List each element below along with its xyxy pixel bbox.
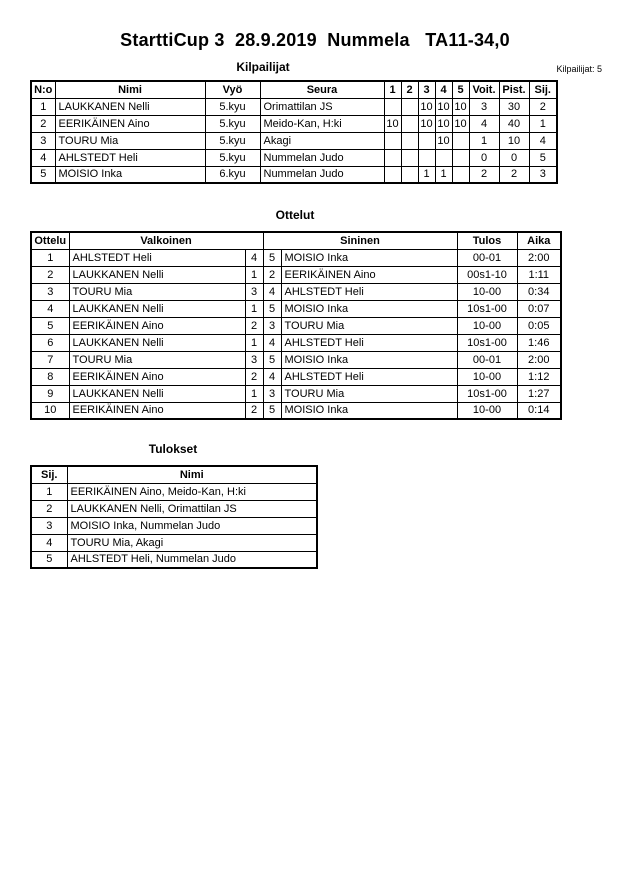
- competitor-belt: 5.kyu: [205, 98, 260, 115]
- match-row: [31, 317, 561, 334]
- blue-player-name: MOISIO Inka: [281, 402, 457, 419]
- matches-header-row: [31, 232, 561, 249]
- result-row: [31, 517, 317, 534]
- match-time: 1:12: [517, 368, 561, 385]
- header-final-place: Sij.: [31, 466, 67, 483]
- white-player-number: 2: [245, 317, 263, 334]
- match-row: [31, 385, 561, 402]
- score-vs-3: 10: [418, 115, 435, 132]
- competitor-place: 1: [529, 115, 557, 132]
- match-result: 10-00: [457, 402, 517, 419]
- competitor-club: Orimattilan JS: [260, 98, 384, 115]
- page-title: StarttiCup 3 28.9.2019 Nummela TA11-34,0: [120, 30, 510, 50]
- competitor-name: EERIKÄINEN Aino: [55, 115, 205, 132]
- competitor-belt: 5.kyu: [205, 149, 260, 166]
- header-round-2: 2: [401, 81, 418, 98]
- match-row: [31, 402, 561, 419]
- match-number: 7: [31, 351, 69, 368]
- match-time: 1:46: [517, 334, 561, 351]
- section-title-competitors: Kilpailijat: [236, 60, 290, 74]
- score-vs-1: [384, 166, 401, 183]
- match-number: 10: [31, 402, 69, 419]
- blue-player-name: MOISIO Inka: [281, 249, 457, 266]
- competitor-club: Meido-Kan, H:ki: [260, 115, 384, 132]
- blue-player-name: TOURU Mia: [281, 385, 457, 402]
- white-player-number: 4: [245, 249, 263, 266]
- header-round-3: 3: [418, 81, 435, 98]
- competitor-name: MOISIO Inka: [55, 166, 205, 183]
- final-place: 5: [31, 551, 67, 568]
- competitor-points: 30: [499, 98, 529, 115]
- competitor-belt: 5.kyu: [205, 132, 260, 149]
- match-time: 2:00: [517, 351, 561, 368]
- match-result: 10-00: [457, 283, 517, 300]
- blue-player-number: 2: [263, 266, 281, 283]
- match-result: 10-00: [457, 317, 517, 334]
- competitor-points: 2: [499, 166, 529, 183]
- white-player-name: LAUKKANEN Nelli: [69, 266, 245, 283]
- blue-player-number: 4: [263, 368, 281, 385]
- white-player-name: AHLSTEDT Heli: [69, 249, 245, 266]
- subtitle-row: [0, 60, 630, 77]
- white-player-name: LAUKKANEN Nelli: [69, 334, 245, 351]
- match-row: [31, 266, 561, 283]
- match-number: 2: [31, 266, 69, 283]
- header-belt: Vyö: [205, 81, 260, 98]
- competitor-club: Nummelan Judo: [260, 166, 384, 183]
- matches-table: [30, 231, 562, 420]
- score-vs-1: [384, 149, 401, 166]
- competitor-wins: 2: [469, 166, 499, 183]
- header-white: Valkoinen: [69, 232, 263, 249]
- white-player-name: TOURU Mia: [69, 351, 245, 368]
- final-name: AHLSTEDT Heli, Nummelan Judo: [67, 551, 317, 568]
- header-club: Seura: [260, 81, 384, 98]
- competitors-header-row: [31, 81, 557, 98]
- blue-player-name: AHLSTEDT Heli: [281, 283, 457, 300]
- white-player-number: 1: [245, 385, 263, 402]
- header-final-name: Nimi: [67, 466, 317, 483]
- white-player-name: EERIKÄINEN Aino: [69, 317, 245, 334]
- header-points: Pist.: [499, 81, 529, 98]
- competitor-points: 0: [499, 149, 529, 166]
- header-round-1: 1: [384, 81, 401, 98]
- match-number: 3: [31, 283, 69, 300]
- match-number: 1: [31, 249, 69, 266]
- match-number: 8: [31, 368, 69, 385]
- results-table: [30, 465, 318, 569]
- competitor-row: [31, 149, 557, 166]
- final-place: 2: [31, 500, 67, 517]
- score-vs-3: 1: [418, 166, 435, 183]
- competitor-place: 2: [529, 98, 557, 115]
- white-player-number: 3: [245, 351, 263, 368]
- header-number: N:o: [31, 81, 55, 98]
- blue-player-name: MOISIO Inka: [281, 300, 457, 317]
- score-vs-4: 10: [435, 132, 452, 149]
- final-place: 4: [31, 534, 67, 551]
- header-name: Nimi: [55, 81, 205, 98]
- white-player-number: 2: [245, 368, 263, 385]
- score-vs-4: [435, 149, 452, 166]
- competitor-place: 5: [529, 149, 557, 166]
- blue-player-name: AHLSTEDT Heli: [281, 334, 457, 351]
- white-player-name: LAUKKANEN Nelli: [69, 300, 245, 317]
- score-vs-2: [401, 98, 418, 115]
- competitor-belt: 6.kyu: [205, 166, 260, 183]
- competitor-row: [31, 132, 557, 149]
- competitor-points: 10: [499, 132, 529, 149]
- final-place: 3: [31, 517, 67, 534]
- competitor-name: AHLSTEDT Heli: [55, 149, 205, 166]
- blue-player-number: 5: [263, 300, 281, 317]
- blue-player-number: 3: [263, 317, 281, 334]
- competitor-number: 4: [31, 149, 55, 166]
- competitor-wins: 0: [469, 149, 499, 166]
- score-vs-5: [452, 149, 469, 166]
- match-number: 6: [31, 334, 69, 351]
- section-title-results: Tulokset: [148, 442, 198, 456]
- blue-player-name: TOURU Mia: [281, 317, 457, 334]
- competitor-number: 2: [31, 115, 55, 132]
- final-name: TOURU Mia, Akagi: [67, 534, 317, 551]
- score-vs-1: [384, 132, 401, 149]
- blue-player-number: 4: [263, 334, 281, 351]
- score-vs-2: [401, 132, 418, 149]
- score-vs-4: 10: [435, 98, 452, 115]
- score-vs-2: [401, 115, 418, 132]
- final-name: LAUKKANEN Nelli, Orimattilan JS: [67, 500, 317, 517]
- final-name: MOISIO Inka, Nummelan Judo: [67, 517, 317, 534]
- score-vs-3: [418, 132, 435, 149]
- competitor-club: Nummelan Judo: [260, 149, 384, 166]
- score-vs-4: 1: [435, 166, 452, 183]
- score-vs-5: [452, 166, 469, 183]
- match-result: 10s1-00: [457, 300, 517, 317]
- score-vs-1: 10: [384, 115, 401, 132]
- competitor-number: 1: [31, 98, 55, 115]
- competitors-table: [30, 80, 558, 184]
- white-player-number: 1: [245, 334, 263, 351]
- match-time: 0:34: [517, 283, 561, 300]
- competitor-wins: 3: [469, 98, 499, 115]
- match-result: 00-01: [457, 249, 517, 266]
- white-player-name: EERIKÄINEN Aino: [69, 368, 245, 385]
- competitor-name: TOURU Mia: [55, 132, 205, 149]
- competitor-row: [31, 98, 557, 115]
- score-vs-1: [384, 98, 401, 115]
- match-result: 10s1-00: [457, 385, 517, 402]
- match-time: 2:00: [517, 249, 561, 266]
- match-time: 0:14: [517, 402, 561, 419]
- competitor-wins: 4: [469, 115, 499, 132]
- header-wins: Voit.: [469, 81, 499, 98]
- header-blue: Sininen: [263, 232, 457, 249]
- score-vs-5: 10: [452, 98, 469, 115]
- match-row: [31, 300, 561, 317]
- competitor-number: 3: [31, 132, 55, 149]
- white-player-number: 1: [245, 266, 263, 283]
- header-round-4: 4: [435, 81, 452, 98]
- score-vs-3: [418, 149, 435, 166]
- match-row: [31, 283, 561, 300]
- white-player-name: EERIKÄINEN Aino: [69, 402, 245, 419]
- blue-player-name: MOISIO Inka: [281, 351, 457, 368]
- match-row: [31, 351, 561, 368]
- header-place: Sij.: [529, 81, 557, 98]
- competitor-row: [31, 115, 557, 132]
- match-row: [31, 249, 561, 266]
- blue-player-number: 5: [263, 402, 281, 419]
- final-place: 1: [31, 483, 67, 500]
- section-title-matches: Ottelut: [275, 208, 315, 222]
- white-player-name: LAUKKANEN Nelli: [69, 385, 245, 402]
- white-player-number: 1: [245, 300, 263, 317]
- match-result: 10-00: [457, 368, 517, 385]
- competitors-count: Kilpailijat: 5: [556, 64, 602, 74]
- blue-player-name: EERIKÄINEN Aino: [281, 266, 457, 283]
- competitor-name: LAUKKANEN Nelli: [55, 98, 205, 115]
- blue-player-name: AHLSTEDT Heli: [281, 368, 457, 385]
- results-header-row: [31, 466, 317, 483]
- score-vs-5: [452, 132, 469, 149]
- match-number: 5: [31, 317, 69, 334]
- competitor-belt: 5.kyu: [205, 115, 260, 132]
- match-time: 1:11: [517, 266, 561, 283]
- final-name: EERIKÄINEN Aino, Meido-Kan, H:ki: [67, 483, 317, 500]
- competitor-points: 40: [499, 115, 529, 132]
- competitor-place: 3: [529, 166, 557, 183]
- header-round-5: 5: [452, 81, 469, 98]
- blue-player-number: 5: [263, 351, 281, 368]
- header-time: Aika: [517, 232, 561, 249]
- blue-player-number: 4: [263, 283, 281, 300]
- match-number: 4: [31, 300, 69, 317]
- white-player-number: 2: [245, 402, 263, 419]
- result-row: [31, 551, 317, 568]
- competitor-wins: 1: [469, 132, 499, 149]
- competitor-club: Akagi: [260, 132, 384, 149]
- result-row: [31, 483, 317, 500]
- competitor-place: 4: [529, 132, 557, 149]
- match-number: 9: [31, 385, 69, 402]
- match-result: 00s1-10: [457, 266, 517, 283]
- header-result: Tulos: [457, 232, 517, 249]
- result-row: [31, 534, 317, 551]
- match-time: 0:05: [517, 317, 561, 334]
- competitor-number: 5: [31, 166, 55, 183]
- result-row: [31, 500, 317, 517]
- score-vs-2: [401, 166, 418, 183]
- blue-player-number: 3: [263, 385, 281, 402]
- match-result: 10s1-00: [457, 334, 517, 351]
- score-vs-5: 10: [452, 115, 469, 132]
- blue-player-number: 5: [263, 249, 281, 266]
- score-vs-4: 10: [435, 115, 452, 132]
- match-time: 0:07: [517, 300, 561, 317]
- header-match-number: Ottelu: [31, 232, 69, 249]
- score-vs-3: 10: [418, 98, 435, 115]
- competitor-row: [31, 166, 557, 183]
- match-result: 00-01: [457, 351, 517, 368]
- match-row: [31, 334, 561, 351]
- white-player-name: TOURU Mia: [69, 283, 245, 300]
- score-vs-2: [401, 149, 418, 166]
- match-time: 1:27: [517, 385, 561, 402]
- match-row: [31, 368, 561, 385]
- white-player-number: 3: [245, 283, 263, 300]
